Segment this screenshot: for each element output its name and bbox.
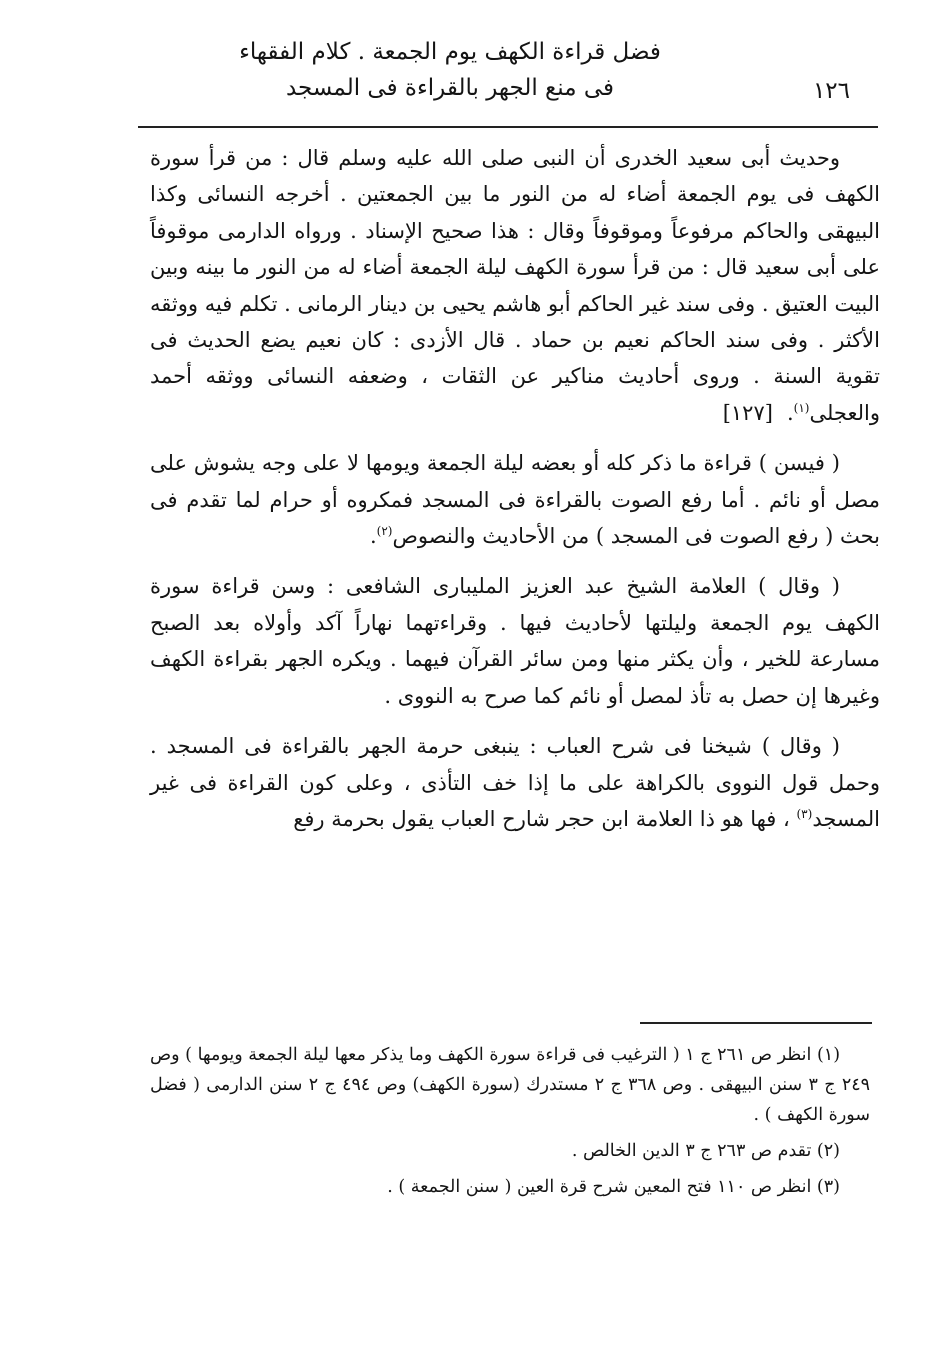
footnote-divider bbox=[640, 1022, 872, 1024]
header-divider bbox=[138, 126, 878, 128]
footnote-ref-2[interactable]: (٢) bbox=[376, 524, 393, 539]
footnote-ref-3[interactable]: (٣) bbox=[796, 806, 813, 821]
page-number: ١٢٦ bbox=[812, 78, 850, 104]
paragraph-2 bbox=[150, 445, 880, 554]
footnote-2: (٢) تقدم ص ٢٦٣ ج ٣ الدين الخالص . bbox=[571, 1141, 840, 1161]
paragraph-1-end: . bbox=[786, 400, 794, 425]
running-title bbox=[190, 34, 710, 106]
paragraph-4 bbox=[150, 728, 880, 837]
footnote-ref-1[interactable]: (١) bbox=[793, 400, 810, 415]
running-title-line-1: فضل قراءة الكهف يوم الجمعة . كلام الفقهاء bbox=[239, 39, 661, 65]
main-text bbox=[150, 140, 880, 851]
footnote-1: (١) انظر ص ٢٦١ ج ١ ( الترغيب فى قراءة سورة الكهف وما يذكر معها ليلة الجمعة ويومها ) وص ٢٤٩ ج ٣ سنن البيهقى . وص ٣٦٨ ج ٢ مستدرك (سورة الكهف) وص ٤٩٤ ج ٢ سنن الدارمى ( فضل سورة الكهف ) . bbox=[150, 1045, 871, 1125]
paragraph-4-text-b: ، فها هو ذا العلامة ابن حجر شارح العباب يقول بحرمة رفع bbox=[293, 806, 790, 831]
page-header bbox=[130, 28, 870, 118]
paragraph-1-text: وحديث أبى سعيد الخدرى أن النبى صلى الله عليه وسلم قال : من قرأ سورة الكهف فى يوم الجمعة أضاء له من النور ما بين الجمعتين . أخرجه النسائى وكذا البيهقى والحاكم مرفوعاً وموقوفاً وقال : هذا صحيح الإسناد . ورواه الدارمى موقوفاً على أبى سعيد قال : من قرأ سورة الكهف ليلة الجمعة أضاء له من النور ما بينه وبين البيت العتيق . وفى سند غير الحاكم أبو هاشم يحيى بن دينار الرمانى . تكلم فيه ووثقه الأكثر . وفى سند الحاكم نعيم بن حماد . قال الأزدى : كان نعيم يضع الحديث فى تقوية السنة . وروى أحاديث مناكير عن الثقات ، وضعفه النسائى ووثقه أحمد والعجلى bbox=[150, 146, 880, 425]
running-title-line-2: فى منع الجهر بالقراءة فى المسجد bbox=[285, 75, 615, 101]
page-marker: [١٢٧] bbox=[722, 400, 773, 425]
footnote-3: (٣) انظر ص ١١٠ فتح المعين شرح قرة العين ( سنن الجمعة ) . bbox=[387, 1177, 840, 1197]
paragraph-2-text: ( فيسن ) قراءة ما ذكر كله أو بعضه ليلة الجمعة ويومها لا على وجه يشوش على مصل أو نائم . أما رفع الصوت بالقراءة فى المسجد فمكروه أو حرام لما تقدم فى بحث ( رفع الصوت فى المسجد ) من الأحاديث والنصوص bbox=[150, 451, 880, 549]
paragraph-2-end: . bbox=[369, 524, 377, 549]
footnotes bbox=[150, 1040, 870, 1208]
paragraph-1 bbox=[150, 140, 880, 431]
paragraph-3: ( وقال ) العلامة الشيخ عبد العزيز المليبارى الشافعى : وسن قراءة سورة الكهف يوم الجمعة وليلتها لأحاديث فيها . وقراءتهما نهاراً آكد وأولاه بعد الصبح مسارعة للخير ، وأن يكثر منها ومن سائر القرآن فيهما . ويكره الجهر بقراءة الكهف وغيرها إن حصل به تأذ لمصل أو نائم كما صرح به النووى . bbox=[150, 574, 880, 708]
paragraph-4-text-a: ( وقال ) شيخنا فى شرح العباب : ينبغى حرمة الجهر بالقراءة فى المسجد . وحمل قول النووى بالكراهة على ما إذا خف التأذى ، وعلى كون القراءة فى غير المسجد bbox=[150, 734, 880, 831]
